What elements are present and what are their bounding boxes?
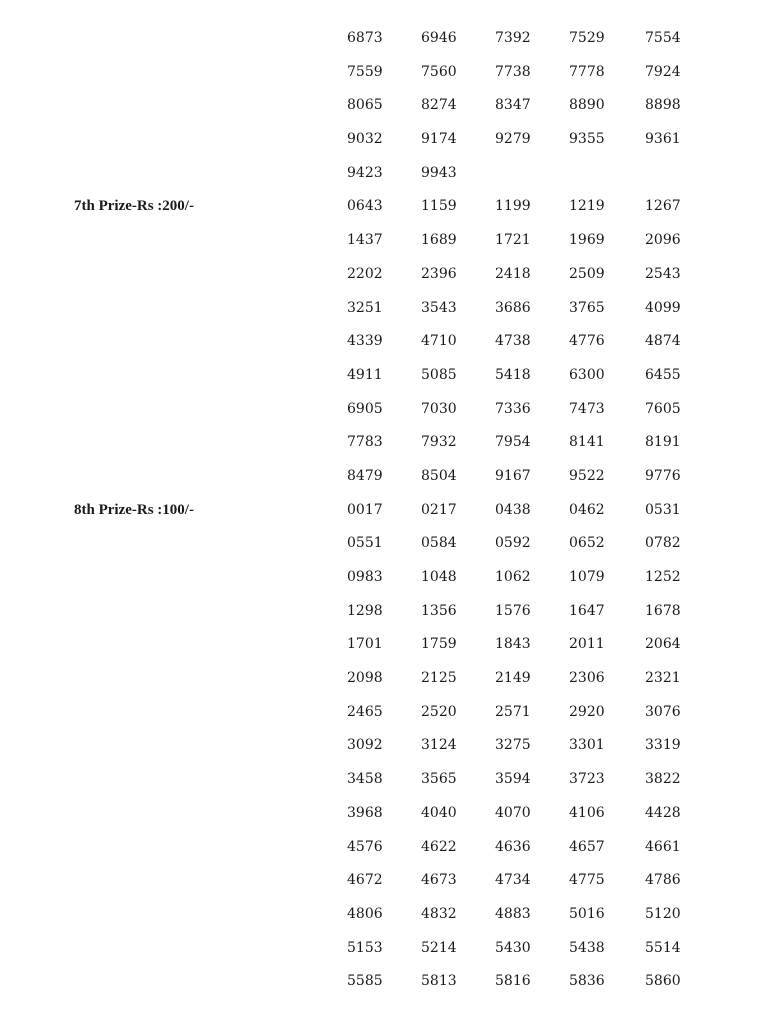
ticket-number: 1701 — [347, 636, 383, 653]
results-page — [0, 22, 759, 999]
number-row — [0, 527, 759, 561]
ticket-number: 9279 — [495, 131, 531, 148]
ticket-number: 7605 — [645, 400, 681, 417]
ticket-number: 2571 — [495, 703, 531, 720]
ticket-number: 1219 — [569, 198, 605, 215]
number-row — [0, 898, 759, 932]
ticket-number: 4806 — [347, 905, 383, 922]
ticket-number: 5860 — [645, 973, 681, 990]
ticket-number: 2149 — [495, 670, 531, 687]
ticket-number: 1678 — [645, 602, 681, 619]
ticket-number: 2064 — [645, 636, 681, 653]
ticket-number: 4070 — [495, 804, 531, 821]
ticket-number: 0652 — [569, 535, 605, 552]
ticket-number: 3301 — [569, 737, 605, 754]
ticket-number: 2306 — [569, 670, 605, 687]
ticket-number: 4657 — [569, 838, 605, 855]
ticket-number: 9361 — [645, 131, 681, 148]
ticket-number: 5085 — [421, 366, 457, 383]
ticket-number: 1689 — [421, 232, 457, 249]
ticket-number: 4636 — [495, 838, 531, 855]
ticket-number: 1437 — [347, 232, 383, 249]
ticket-number: 5016 — [569, 905, 605, 922]
number-row — [0, 965, 759, 999]
ticket-number: 2520 — [421, 703, 457, 720]
ticket-number: 9423 — [347, 164, 383, 181]
ticket-number: 0643 — [347, 198, 383, 215]
ticket-number: 9522 — [569, 467, 605, 484]
ticket-number: 3822 — [645, 771, 681, 788]
ticket-number: 4576 — [347, 838, 383, 855]
prize-section — [0, 22, 759, 190]
ticket-number: 2396 — [421, 265, 457, 282]
ticket-number: 1159 — [421, 198, 457, 215]
number-row — [0, 157, 759, 191]
ticket-number: 2125 — [421, 670, 457, 687]
ticket-number: 1048 — [421, 569, 457, 585]
number-row — [0, 864, 759, 898]
ticket-number: 3076 — [645, 703, 681, 720]
ticket-number: 9355 — [569, 131, 605, 148]
number-row — [0, 359, 759, 393]
ticket-number: 6905 — [347, 400, 383, 417]
ticket-number: 5438 — [569, 939, 605, 956]
ticket-number: 3543 — [421, 299, 457, 316]
ticket-number: 9174 — [421, 131, 457, 148]
ticket-number: 9032 — [347, 131, 383, 148]
number-row — [0, 292, 759, 326]
ticket-number: 0592 — [495, 535, 531, 552]
ticket-number: 2418 — [495, 265, 531, 282]
ticket-number: 1759 — [421, 636, 457, 653]
ticket-number: 2509 — [569, 265, 605, 282]
ticket-number: 2202 — [347, 265, 383, 282]
ticket-number: 4428 — [645, 804, 681, 821]
number-row — [0, 763, 759, 797]
ticket-number: 8065 — [347, 97, 383, 114]
ticket-number: 0217 — [421, 501, 457, 518]
ticket-number: 5585 — [347, 973, 383, 990]
ticket-number: 2543 — [645, 265, 681, 282]
ticket-number: 9167 — [495, 467, 531, 484]
ticket-number: 2096 — [645, 232, 681, 249]
ticket-number: 5813 — [421, 973, 457, 990]
ticket-number: 0017 — [347, 501, 383, 518]
ticket-number: 4106 — [569, 804, 605, 821]
ticket-number: 8890 — [569, 97, 605, 114]
ticket-number: 4673 — [421, 872, 457, 889]
ticket-number: 6946 — [421, 30, 457, 46]
ticket-number: 8479 — [347, 467, 383, 484]
ticket-number: 6873 — [347, 30, 383, 46]
ticket-number: 4874 — [645, 333, 681, 350]
ticket-number: 7554 — [645, 30, 681, 46]
ticket-number: 5120 — [645, 905, 681, 922]
ticket-number: 0584 — [421, 535, 457, 552]
ticket-number: 7924 — [645, 63, 681, 80]
number-row — [0, 89, 759, 123]
number-row — [0, 662, 759, 696]
ticket-number: 6300 — [569, 366, 605, 383]
number-row — [0, 224, 759, 258]
ticket-number: 3765 — [569, 299, 605, 316]
ticket-number: 1843 — [495, 636, 531, 653]
ticket-number: 4738 — [495, 333, 531, 350]
ticket-number: 5418 — [495, 366, 531, 383]
ticket-number: 4775 — [569, 872, 605, 889]
ticket-number: 1721 — [495, 232, 531, 249]
ticket-number: 4832 — [421, 905, 457, 922]
ticket-number: 1079 — [569, 569, 605, 585]
prize-label: 8th Prize-Rs :100/- — [74, 501, 194, 518]
ticket-number: 3565 — [421, 771, 457, 788]
ticket-number: 8141 — [569, 434, 605, 451]
prize-label: 7th Prize-Rs :200/- — [74, 198, 194, 215]
ticket-number: 5816 — [495, 973, 531, 990]
number-row — [0, 729, 759, 763]
number-row — [0, 628, 759, 662]
prize-section — [0, 190, 759, 493]
ticket-number: 1298 — [347, 602, 383, 619]
ticket-number: 1576 — [495, 602, 531, 619]
ticket-number: 3092 — [347, 737, 383, 754]
number-row — [0, 190, 759, 224]
ticket-number: 3251 — [347, 299, 383, 316]
number-row — [0, 258, 759, 292]
number-row — [0, 325, 759, 359]
ticket-number: 4911 — [347, 366, 383, 383]
ticket-number: 8898 — [645, 97, 681, 114]
ticket-number: 8504 — [421, 467, 457, 484]
ticket-number: 0983 — [347, 569, 383, 585]
ticket-number: 2098 — [347, 670, 383, 687]
ticket-number: 1969 — [569, 232, 605, 249]
ticket-number: 2920 — [569, 703, 605, 720]
ticket-number: 7738 — [495, 63, 531, 80]
ticket-number: 0531 — [645, 501, 681, 518]
ticket-number: 9943 — [421, 164, 457, 181]
number-row — [0, 460, 759, 494]
number-row — [0, 831, 759, 865]
ticket-number: 6455 — [645, 366, 681, 383]
ticket-number: 4710 — [421, 333, 457, 350]
ticket-number: 4672 — [347, 872, 383, 889]
ticket-number: 5214 — [421, 939, 457, 956]
ticket-number: 5430 — [495, 939, 531, 956]
ticket-number: 1252 — [645, 569, 681, 585]
number-row — [0, 932, 759, 966]
ticket-number: 4661 — [645, 838, 681, 855]
number-row — [0, 696, 759, 730]
ticket-number: 2011 — [569, 636, 605, 653]
ticket-number: 7954 — [495, 434, 531, 451]
ticket-number: 7559 — [347, 63, 383, 80]
ticket-number: 2321 — [645, 670, 681, 687]
ticket-number: 4883 — [495, 905, 531, 922]
ticket-number: 7473 — [569, 400, 605, 417]
ticket-number: 8274 — [421, 97, 457, 114]
ticket-number: 3968 — [347, 804, 383, 821]
ticket-number: 3594 — [495, 771, 531, 788]
ticket-number: 7336 — [495, 400, 531, 417]
number-row — [0, 426, 759, 460]
ticket-number: 7030 — [421, 400, 457, 417]
ticket-number: 3124 — [421, 737, 457, 754]
ticket-number: 7778 — [569, 63, 605, 80]
ticket-number: 4786 — [645, 872, 681, 889]
ticket-number: 3686 — [495, 299, 531, 316]
ticket-number: 0782 — [645, 535, 681, 552]
ticket-number: 8191 — [645, 434, 681, 451]
ticket-number: 3275 — [495, 737, 531, 754]
ticket-number: 8347 — [495, 97, 531, 114]
ticket-number: 7783 — [347, 434, 383, 451]
number-row — [0, 797, 759, 831]
ticket-number: 1062 — [495, 569, 531, 585]
ticket-number: 4776 — [569, 333, 605, 350]
number-row — [0, 123, 759, 157]
ticket-number: 0551 — [347, 535, 383, 552]
ticket-number: 3319 — [645, 737, 681, 754]
ticket-number: 9776 — [645, 467, 681, 484]
number-row — [0, 494, 759, 528]
ticket-number: 0462 — [569, 501, 605, 518]
ticket-number: 5514 — [645, 939, 681, 956]
ticket-number: 4099 — [645, 299, 681, 316]
ticket-number: 4622 — [421, 838, 457, 855]
ticket-number: 1267 — [645, 198, 681, 215]
number-row — [0, 22, 759, 56]
ticket-number: 3723 — [569, 771, 605, 788]
ticket-number: 4040 — [421, 804, 457, 821]
ticket-number: 5153 — [347, 939, 383, 956]
ticket-number: 0438 — [495, 501, 531, 518]
ticket-number: 7392 — [495, 30, 531, 46]
number-row — [0, 56, 759, 90]
ticket-number: 1199 — [495, 198, 531, 215]
ticket-number: 7529 — [569, 30, 605, 46]
number-row — [0, 561, 759, 595]
ticket-number: 3458 — [347, 771, 383, 788]
prize-section — [0, 494, 759, 999]
ticket-number: 7932 — [421, 434, 457, 451]
ticket-number: 1647 — [569, 602, 605, 619]
ticket-number: 7560 — [421, 63, 457, 80]
number-row — [0, 393, 759, 427]
number-row — [0, 595, 759, 629]
ticket-number: 4339 — [347, 333, 383, 350]
ticket-number: 1356 — [421, 602, 457, 619]
ticket-number: 2465 — [347, 703, 383, 720]
ticket-number: 4734 — [495, 872, 531, 889]
ticket-number: 5836 — [569, 973, 605, 990]
